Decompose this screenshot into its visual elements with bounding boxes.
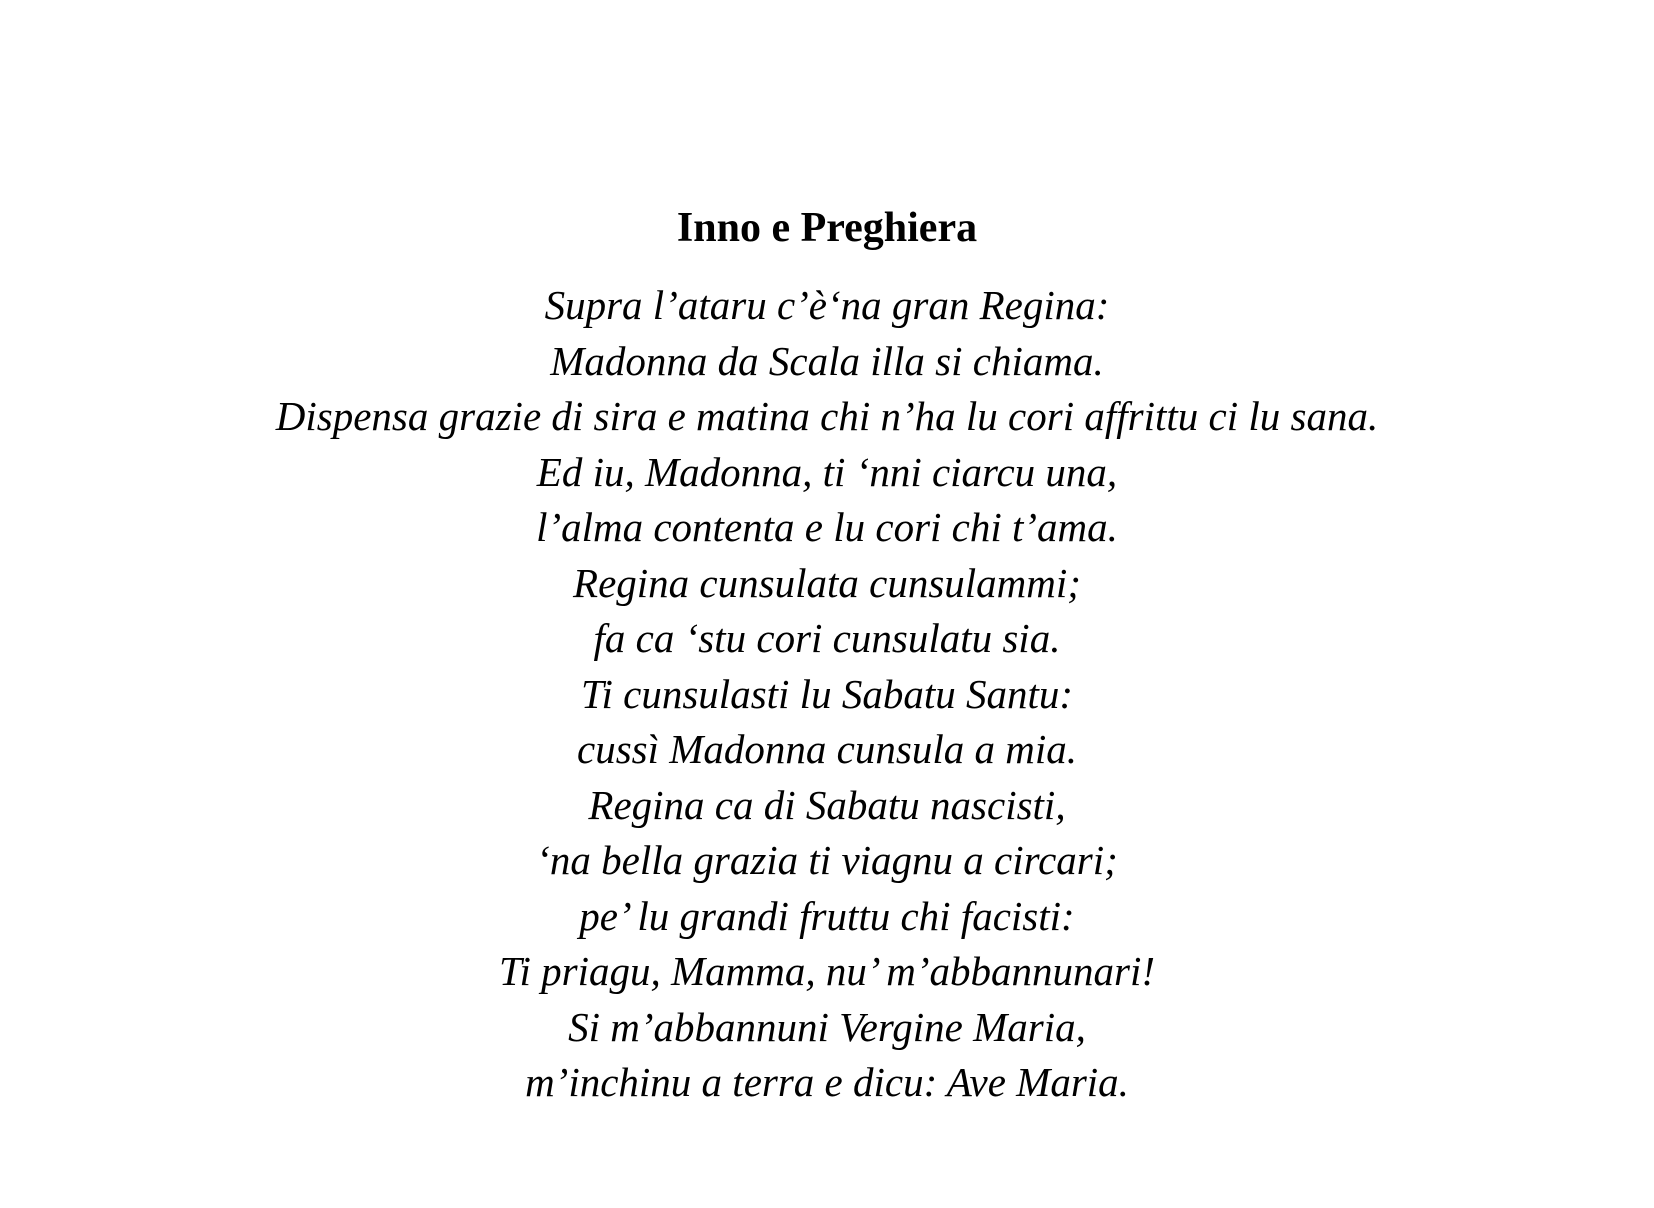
poem-line: l’alma contenta e lu cori chi t’ama. <box>536 504 1118 550</box>
poem-line: Ti cunsulasti lu Sabatu Santu: <box>580 670 1074 717</box>
poem-line: Dispensa grazie di sira e matina chi n’ha lu cori affrittu ci lu sana. <box>275 393 1379 439</box>
poem-body <box>0 278 1654 1111</box>
poem-line: m’inchinu a terra e dicu: Ave Maria. <box>525 1059 1129 1105</box>
poem-line: cussì Madonna cunsula a mia. <box>577 726 1077 772</box>
poem-line: pe’ lu grandi fruttu chi facisti: <box>579 892 1075 939</box>
poem-line: ‘na bella grazia ti viagnu a circari; <box>536 837 1118 883</box>
poem-title: Inno e Preghiera <box>676 205 978 251</box>
poem-line: Ed iu, Madonna, ti ‘nni ciarcu una, <box>536 448 1118 495</box>
poem-line: Madonna da Scala illa si chiama. <box>550 337 1104 384</box>
poem-line: Regina ca di Sabatu nascisti, <box>588 781 1066 828</box>
poem-line: fa ca ‘stu cori cunsulatu sia. <box>593 615 1061 661</box>
poem-line: Supra l’ataru c’è‘na gran Regina: <box>544 282 1110 328</box>
poem-line: Regina cunsulata cunsulammi; <box>573 559 1081 606</box>
poem-line: Si m’abbannuni Vergine Maria, <box>568 1003 1086 1050</box>
poem-line: Ti priagu, Mamma, nu’ m’abbannunari! <box>498 948 1156 994</box>
